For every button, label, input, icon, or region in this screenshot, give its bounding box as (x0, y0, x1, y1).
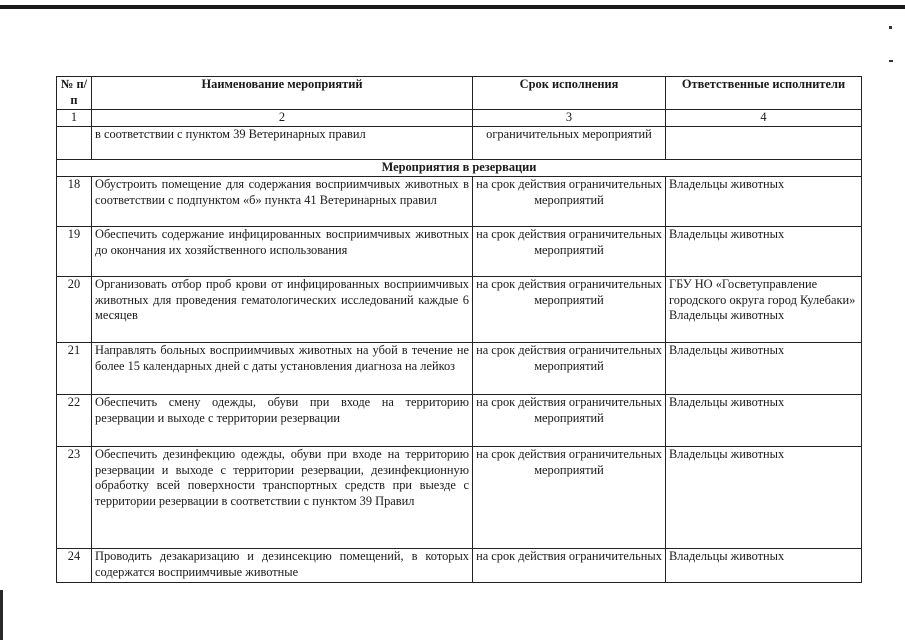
section-row (57, 159, 862, 176)
row-name: Обустроить помещение для содержания восприимчивых животных в соответствии с подпунктом «б» пункта 41 Ветеринарных правил (92, 176, 473, 226)
row-term: на срок действия ограничительных мероприятий (473, 394, 666, 446)
row-term: на срок действия ограничительных мероприятий (473, 342, 666, 394)
scan-mark (889, 26, 892, 29)
index-row (57, 110, 862, 127)
row-name: Проводить дезакаризацию и дезинсекцию помещений, в которых содержатся восприимчивые животные (92, 548, 473, 582)
table-row (57, 226, 862, 276)
row-resp: Владельцы животных (666, 342, 862, 394)
row-num: 20 (57, 276, 92, 342)
top-border-line (0, 5, 905, 9)
row-term: на срок действия ограничительных (473, 548, 666, 582)
section-title: Мероприятия в резервации (57, 159, 862, 176)
header-name: Наименование мероприятий (92, 77, 473, 110)
table-row (57, 394, 862, 446)
row-name: Организовать отбор проб крови от инфицированных восприимчивых животных для проведения гематологических исследований каждые 6 месяцев (92, 276, 473, 342)
row-term: на срок действия ограничительных мероприятий (473, 176, 666, 226)
header-resp: Ответственные исполнители (666, 77, 862, 110)
row-num: 19 (57, 226, 92, 276)
left-border-line (0, 590, 3, 640)
row-name: Обеспечить смену одежды, обуви при входе на территорию резервации и выходе с территории резервации (92, 394, 473, 446)
header-term: Срок исполнения (473, 77, 666, 110)
index-cell: 4 (666, 110, 862, 127)
row-num: 24 (57, 548, 92, 582)
row-num (57, 126, 92, 159)
row-num: 18 (57, 176, 92, 226)
index-cell: 3 (473, 110, 666, 127)
measures-table (56, 76, 862, 583)
row-term: на срок действия ограничительных мероприятий (473, 446, 666, 548)
row-num: 23 (57, 446, 92, 548)
header-num: № п/п (57, 77, 92, 110)
row-num: 22 (57, 394, 92, 446)
row-name: Обеспечить дезинфекцию одежды, обуви при входе на территорию резервации и выходе с территории резервации, дезинфекционную обработку всей поверхности транспортных средств при выезде с территории резервации в соответствии с пунктом 39 Правил (92, 446, 473, 548)
header-row (57, 77, 862, 110)
continued-row (57, 126, 862, 159)
row-resp: Владельцы животных (666, 548, 862, 582)
row-resp: Владельцы животных (666, 394, 862, 446)
index-cell: 1 (57, 110, 92, 127)
table-row (57, 548, 862, 582)
table-row (57, 446, 862, 548)
scan-mark (889, 60, 893, 62)
index-cell: 2 (92, 110, 473, 127)
row-resp: ГБУ НО «Госветуправление городского округа город Кулебаки» Владельцы животных (666, 276, 862, 342)
row-resp: Владельцы животных (666, 176, 862, 226)
row-name: Обеспечить содержание инфицированных восприимчивых животных до окончания их хозяйственного использования (92, 226, 473, 276)
measures-table-container (56, 76, 861, 583)
table-row (57, 342, 862, 394)
row-resp: Владельцы животных (666, 226, 862, 276)
row-name: Направлять больных восприимчивых животных на убой в течение не более 15 календарных дней с даты установления диагноза на лейкоз (92, 342, 473, 394)
row-term: на срок действия ограничительных мероприятий (473, 276, 666, 342)
row-num: 21 (57, 342, 92, 394)
row-resp (666, 126, 862, 159)
row-term: ограничительных мероприятий (473, 126, 666, 159)
row-resp: Владельцы животных (666, 446, 862, 548)
row-name: в соответствии с пунктом 39 Ветеринарных правил (92, 126, 473, 159)
table-row (57, 276, 862, 342)
table-row (57, 176, 862, 226)
row-term: на срок действия ограничительных мероприятий (473, 226, 666, 276)
